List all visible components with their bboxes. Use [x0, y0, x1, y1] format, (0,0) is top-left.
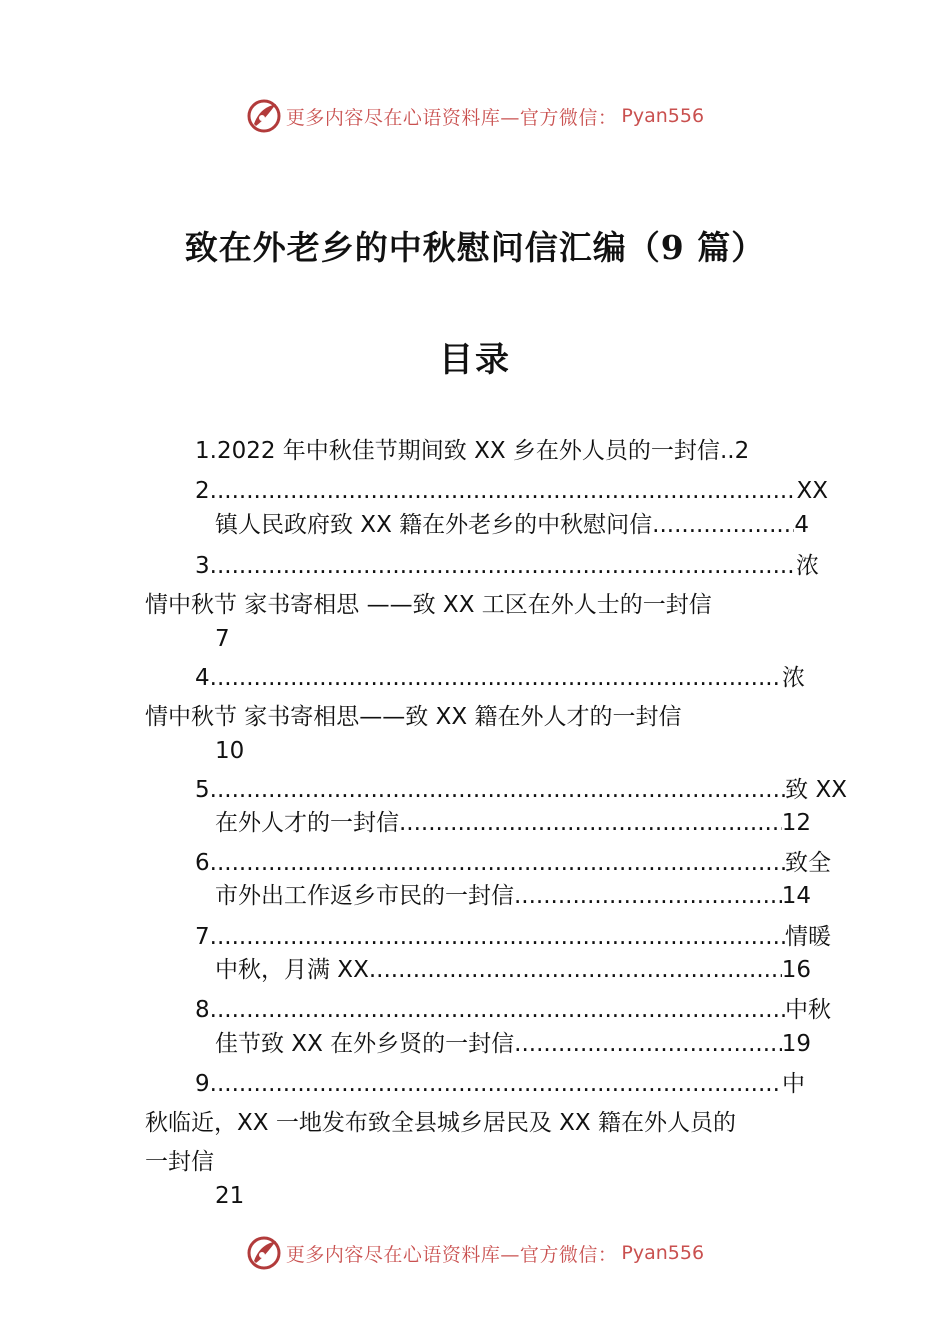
- toc-entry-3[interactable]: [195, 551, 819, 581]
- footer-wechat-id: Pyan556: [621, 1242, 705, 1264]
- toc-entry-4[interactable]: [195, 663, 805, 693]
- toc-dots: [217, 995, 785, 1025]
- toc-page: 19: [781, 1031, 811, 1057]
- toc-entry-9-line2[interactable]: 秋临近，XX 一地发布致全县城乡居民及 XX 籍在外人员的: [145, 1110, 736, 1136]
- toc-dots: [399, 808, 782, 838]
- toc-text: 在外人才的一封信: [215, 810, 399, 836]
- toc-text: 情暖: [785, 924, 831, 950]
- logo-icon: [246, 98, 282, 134]
- toc-number: 9.: [195, 1071, 217, 1097]
- toc-text: 中秋: [785, 997, 831, 1023]
- toc-number: 7.: [195, 924, 217, 950]
- toc-entry-7-line2[interactable]: [215, 955, 811, 985]
- toc-entry-6[interactable]: [195, 848, 831, 878]
- toc-number: 1.: [195, 438, 217, 464]
- toc-number: 2.: [195, 478, 217, 504]
- toc-entry-5-line2[interactable]: [215, 808, 811, 838]
- toc-entry-7[interactable]: [195, 922, 831, 952]
- toc-entry-9-line3[interactable]: 一封信: [145, 1149, 214, 1175]
- toc-text: 市外出工作返乡市民的一封信: [215, 883, 514, 909]
- toc-entry-8[interactable]: [195, 995, 831, 1025]
- toc-text: 2022 年中秋佳节期间致 XX 乡在外人员的一封信: [216, 438, 720, 464]
- toc-dots: [369, 955, 782, 985]
- toc-dots: [217, 922, 785, 952]
- toc-entry-4-page[interactable]: 10: [215, 738, 245, 764]
- toc-entry-1[interactable]: [195, 436, 749, 466]
- toc-entry-9[interactable]: [195, 1069, 805, 1099]
- toc-entry-6-line2[interactable]: [215, 881, 811, 911]
- footer-text: 更多内容尽在心语资料库—官方微信：: [285, 1243, 618, 1266]
- toc-entry-9-page[interactable]: 21: [215, 1183, 245, 1209]
- toc-number: 5.: [195, 777, 217, 803]
- toc-dots: [217, 848, 785, 878]
- toc-entry-5[interactable]: [195, 775, 847, 805]
- toc-text: 致全: [785, 850, 831, 876]
- toc-number: 4.: [195, 665, 217, 691]
- toc-text: 镇人民政府致 XX 籍在外老乡的中秋慰问信: [215, 512, 653, 538]
- toc-dots: [217, 663, 782, 693]
- toc-dots: [652, 510, 794, 540]
- toc-number: 6.: [195, 850, 217, 876]
- toc-text: 中秋，月满 XX: [215, 957, 369, 983]
- header-text: 更多内容尽在心语资料库—官方微信：: [285, 106, 618, 129]
- toc-text: 浓: [782, 665, 805, 691]
- toc-page: 12: [781, 810, 811, 836]
- toc-page: 16: [781, 957, 811, 983]
- toc-dots: [514, 1029, 782, 1059]
- toc-number: 3.: [195, 553, 217, 579]
- logo-icon: [246, 1235, 282, 1271]
- toc-dots: [217, 476, 797, 506]
- toc-page: 2: [734, 438, 750, 464]
- toc-entry-3-page[interactable]: 7: [215, 626, 230, 652]
- toc-page: 14: [781, 883, 811, 909]
- toc-text: 中: [782, 1071, 805, 1097]
- toc-entry-2-line2[interactable]: [215, 510, 809, 540]
- toc-entry-8-line2[interactable]: [215, 1029, 811, 1059]
- toc-text: 致 XX: [785, 777, 847, 803]
- toc-number: 8.: [195, 997, 217, 1023]
- toc-dots: ..: [719, 438, 735, 464]
- toc-text: 浓: [796, 553, 819, 579]
- toc-dots: [217, 551, 796, 581]
- toc-text: 佳节致 XX 在外乡贤的一封信: [215, 1031, 515, 1057]
- toc-dots: [514, 881, 782, 911]
- toc-entry-3-line2[interactable]: 情中秋节 家书寄相思 ——致 XX 工区在外人士的一封信: [145, 592, 712, 618]
- footer-banner: [0, 1233, 950, 1273]
- header-wechat-id: Pyan556: [621, 105, 705, 127]
- toc-page: 4: [794, 512, 809, 538]
- toc-dots: [217, 775, 785, 805]
- toc-entry-4-line2[interactable]: 情中秋节 家书寄相思——致 XX 籍在外人才的一封信: [145, 704, 682, 730]
- header-banner: [0, 96, 950, 136]
- toc-dots: [217, 1069, 782, 1099]
- toc-text: XX: [796, 478, 828, 504]
- toc-heading: 目录: [439, 340, 511, 380]
- toc-entry-2[interactable]: [195, 476, 828, 506]
- document-title: 致在外老乡的中秋慰问信汇编（9 篇）: [184, 228, 766, 267]
